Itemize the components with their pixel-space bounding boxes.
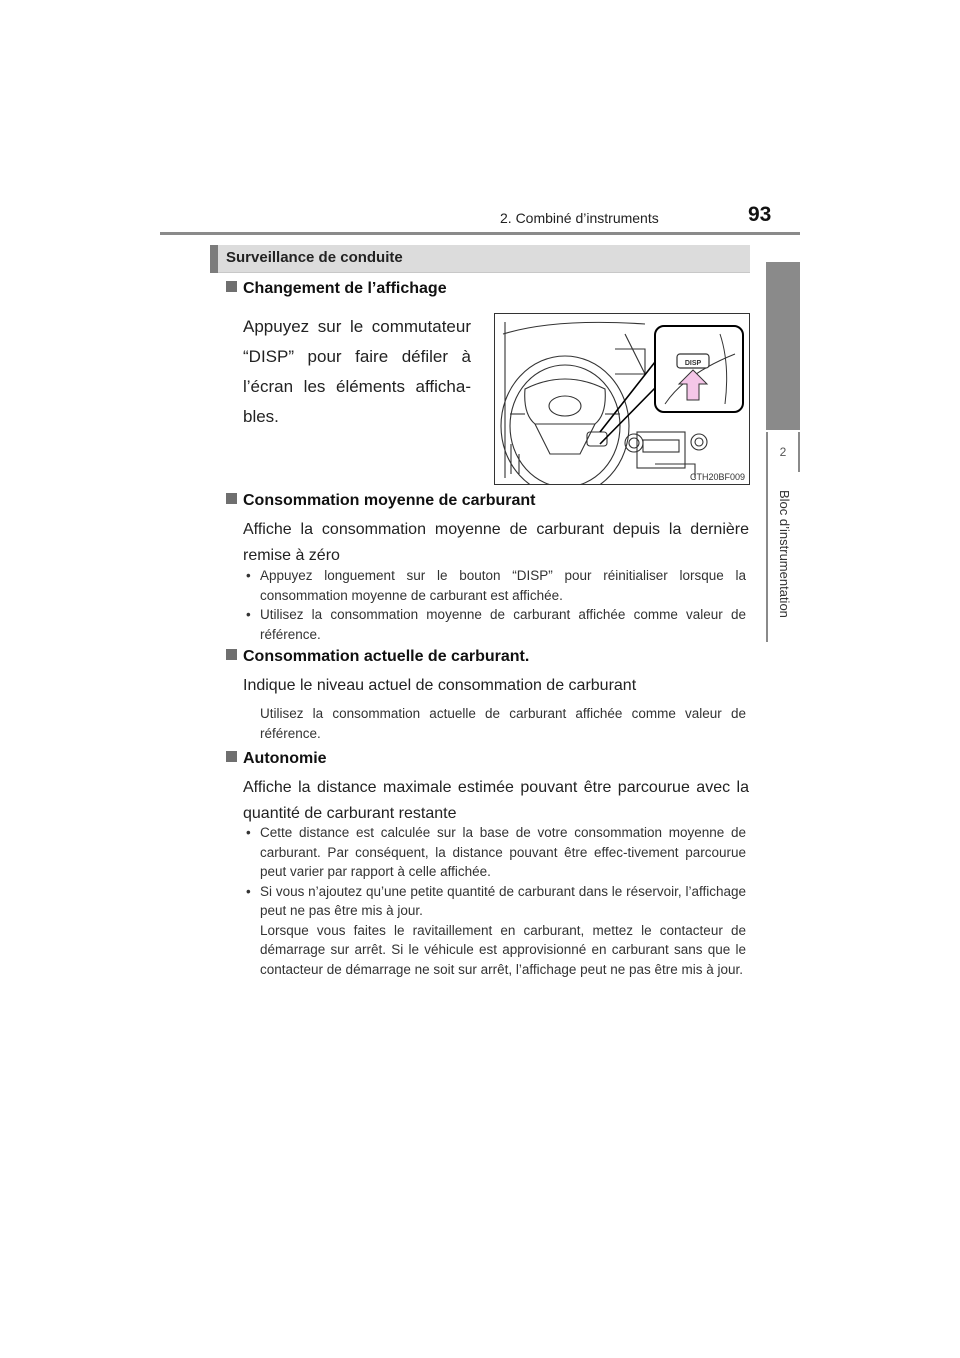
list-item-continuation: Lorsque vous faites le ravitaillement en carburant, mettez le contacteur de démarrage sur arrêt. Si le véhicule est approvisionné en carburant sans que le contacteur de démarrage ne soit sur arrêt, l’affichage peut ne pas être mis à jour. <box>260 922 746 977</box>
running-header: 2. Combiné d’instruments <box>500 210 659 226</box>
chapter-tab <box>766 262 800 430</box>
chapter-number: 2 <box>766 432 800 472</box>
list-item: • Appuyez longuement sur le bouton “DISP” pour réinitialiser lorsque la consommation moyenne de carburant est affichée. <box>246 568 746 603</box>
heading-autonomie: Autonomie <box>226 750 327 768</box>
body-changement: Appuyez sur le commutateur “DISP” pour faire défiler à l’écran les éléments afficha-bles. <box>243 317 471 426</box>
body-consommation-moyenne: Affiche la consommation moyenne de carburant depuis la dernière remise à zéro <box>243 521 749 564</box>
list-item: • Cette distance est calculée sur la base de votre consommation moyenne de carburant. Par conséquent, la distance pouvant être effec-tivement parcourue peut varier par rapport à celle affichée. <box>246 825 746 879</box>
banner-title: Surveillance de conduite <box>226 249 403 266</box>
header-rule <box>160 232 800 235</box>
page-number: 93 <box>748 203 772 226</box>
list-item: • Utilisez la consommation moyenne de carburant affichée comme valeur de référence. <box>246 607 746 642</box>
square-bullet-icon <box>226 493 237 504</box>
body-consommation-actuelle: Indique le niveau actuel de consommation de carburant <box>243 677 637 694</box>
chapter-label: Bloc d’instrumentation <box>777 490 792 618</box>
square-bullet-icon <box>226 281 237 292</box>
bullets-autonomie <box>246 823 746 979</box>
note-consommation-actuelle: Utilisez la consommation actuelle de carburant affichée comme valeur de référence. <box>260 706 746 741</box>
figure-code: CTH20BF009 <box>689 472 745 482</box>
heading-consommation-moyenne: Consommation moyenne de carburant <box>226 492 536 510</box>
chapter-tab-rule <box>766 472 768 642</box>
body-autonomie: Affiche la distance maximale estimée pouvant être parcourue avec la quantité de carburant restante <box>243 779 749 822</box>
steering-wheel-illustration <box>495 314 750 485</box>
banner-marker <box>210 245 218 273</box>
bullets-consommation-moyenne <box>246 566 746 644</box>
dashboard-illustration <box>494 313 750 485</box>
list-item: • Si vous n’ajoutez qu’une petite quantité de carburant dans le réservoir, l’affichage peut ne pas être mis à jour. <box>246 883 746 918</box>
square-bullet-icon <box>226 649 237 660</box>
heading-changement: Changement de l’affichage <box>226 280 447 298</box>
heading-consommation-actuelle: Consommation actuelle de carburant. <box>226 648 529 666</box>
square-bullet-icon <box>226 751 237 762</box>
disp-button-label: DISP <box>684 360 702 367</box>
section-banner <box>210 245 750 273</box>
